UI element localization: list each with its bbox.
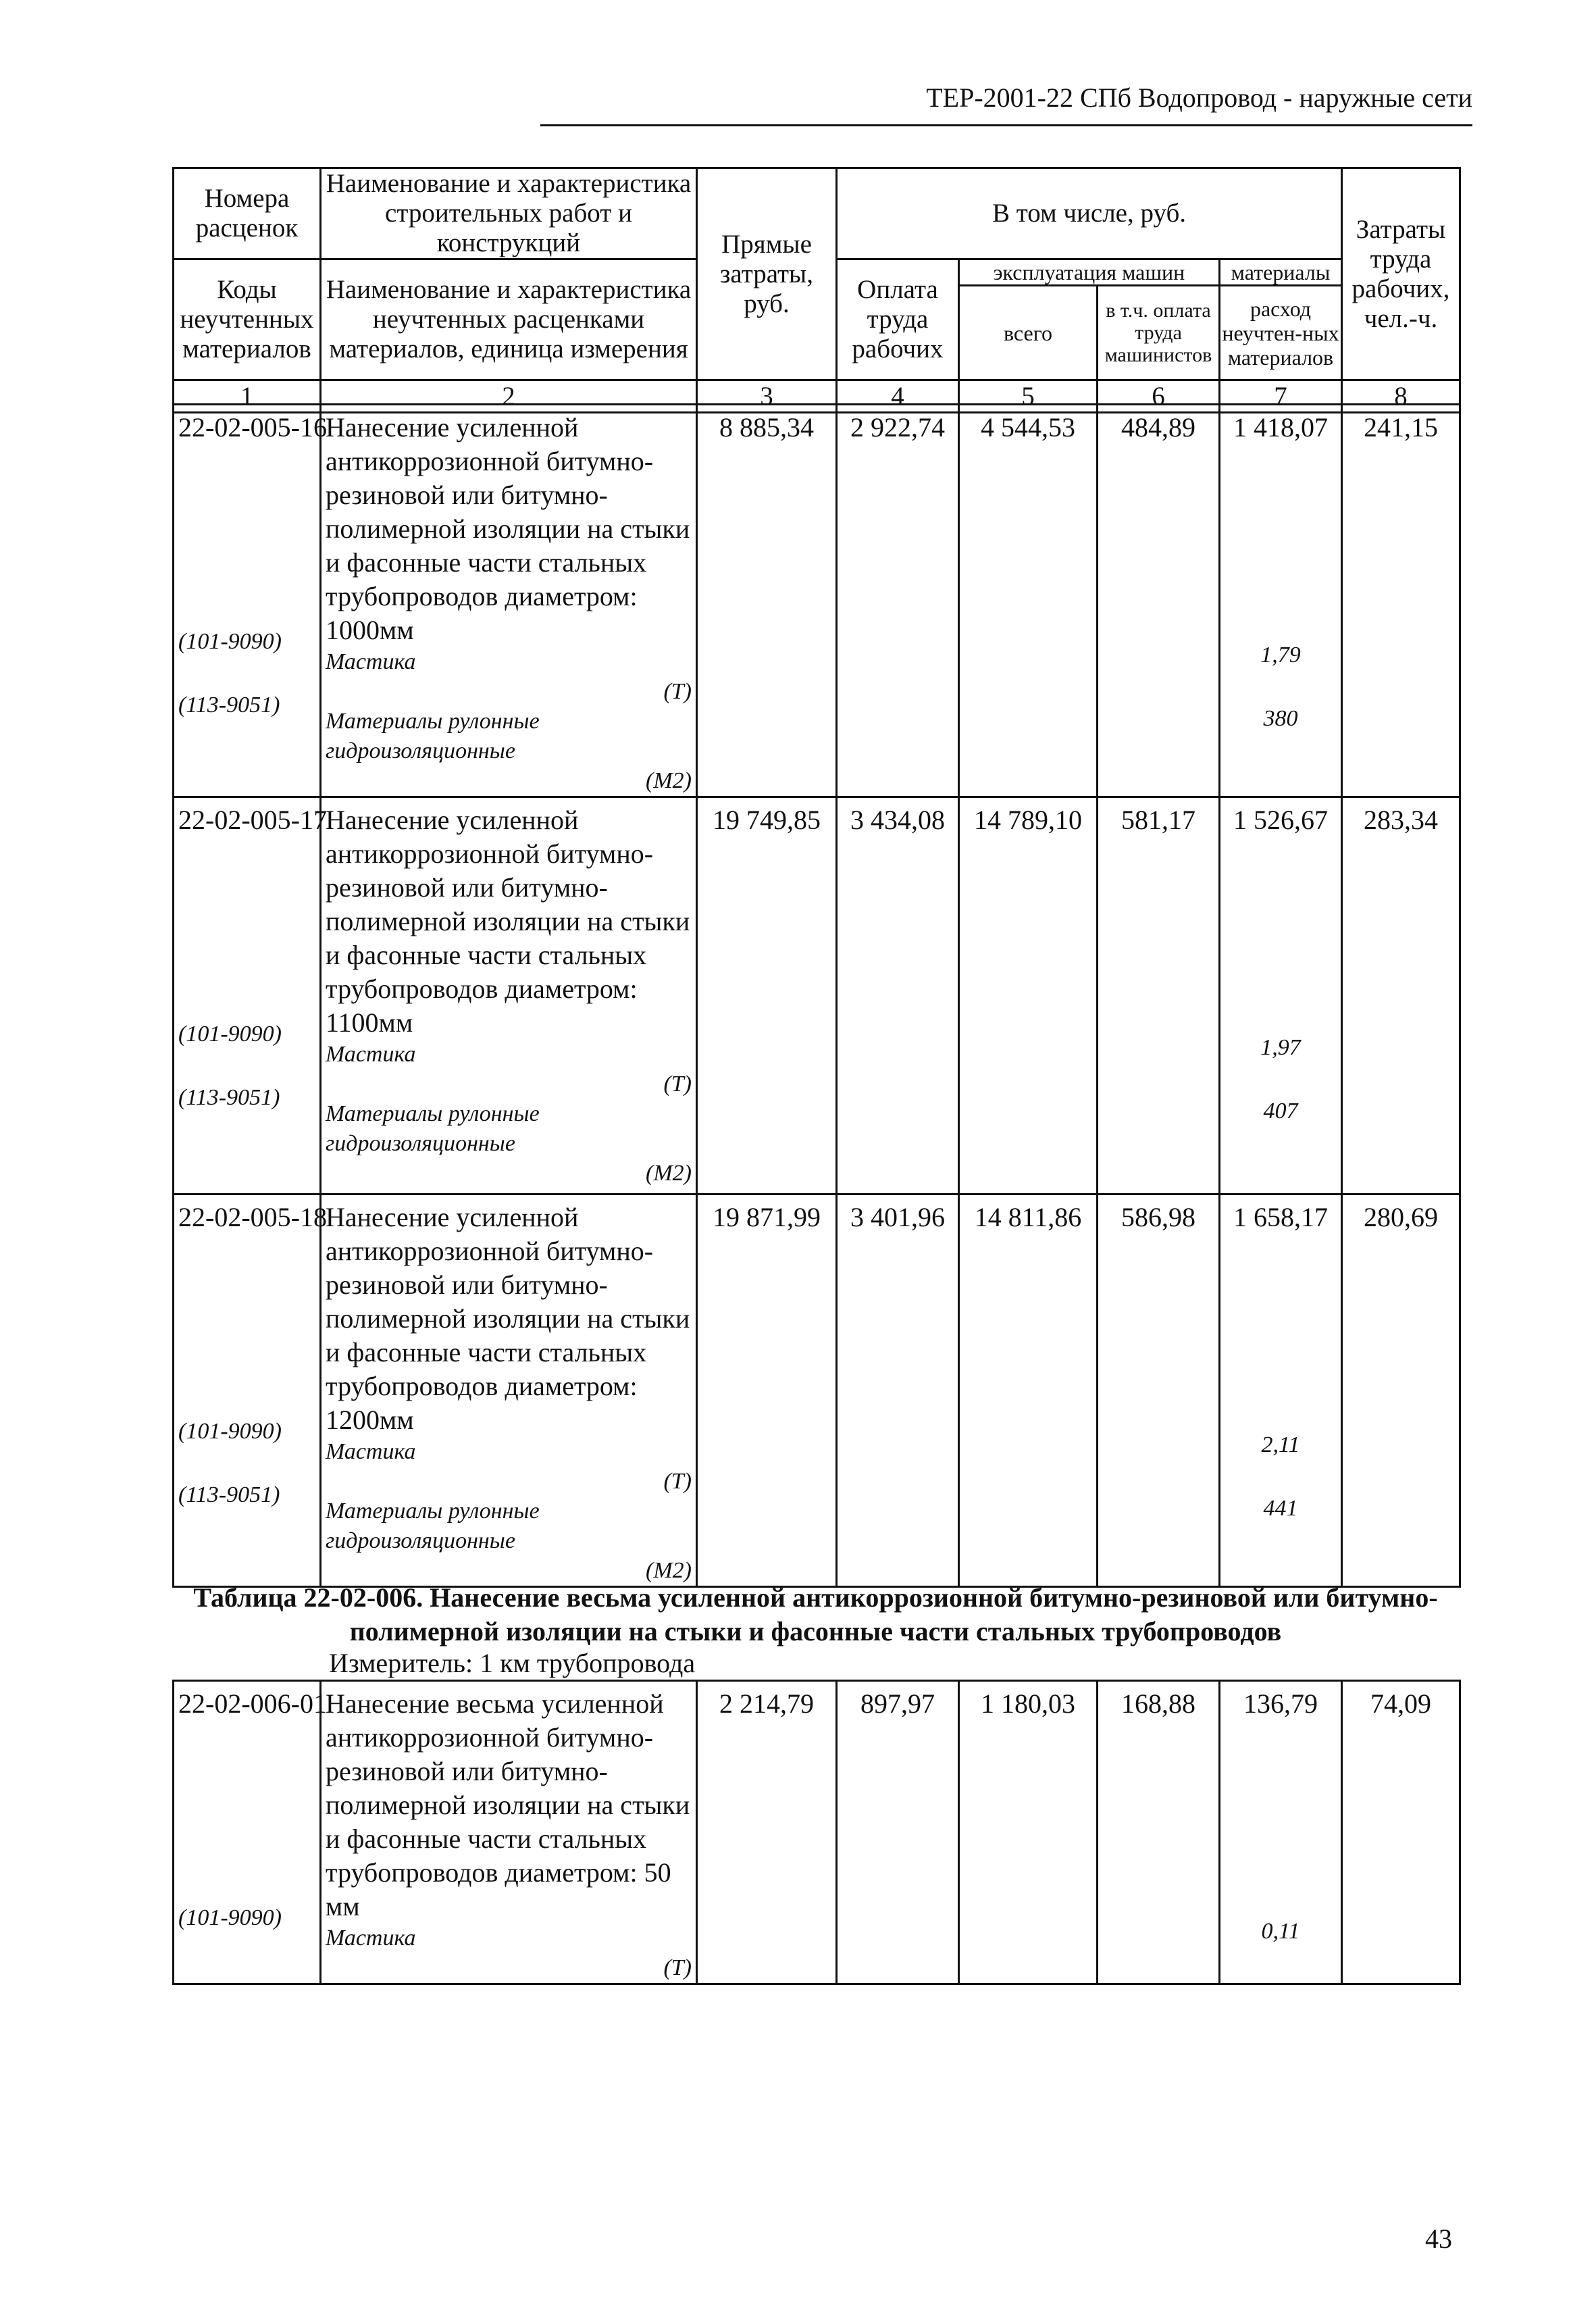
col7-header: расход неучтен-ных материалов — [1220, 286, 1342, 380]
rates-table-006 — [172, 1680, 1461, 1985]
materials-cell — [1220, 1681, 1342, 1984]
header-rule — [540, 124, 1472, 126]
material-name: Материалы рулонные гидроизоляционные — [326, 709, 540, 763]
col-number-6: 6 — [1098, 380, 1220, 413]
col-number-4: 4 — [837, 380, 959, 413]
materials-cell — [1220, 1194, 1342, 1587]
labor-pay: 3 434,08 — [837, 797, 959, 1194]
materials-cost: 1 658,17 — [1233, 1202, 1328, 1232]
col1-header-top: Номера расценок — [174, 168, 321, 259]
rate-name-cell — [321, 405, 697, 797]
material-qty: 380 — [1263, 706, 1298, 731]
material-code: (113-9051) — [178, 1482, 280, 1507]
rate-row — [174, 1681, 1460, 1984]
direct-costs: 8 885,34 — [697, 405, 837, 797]
material-unit: (Т) — [663, 679, 692, 704]
table-caption: Таблица 22-02-006. Нанесение весьма усиленной антикоррозионной битумно-резиновой или битумно-полимерной изоляции на стыки и фасонные части стальных трубопроводов — [193, 1582, 1438, 1646]
col-number-5: 5 — [959, 380, 1098, 413]
labor-hours: 241,15 — [1342, 405, 1460, 797]
col1-header-bottom: Коды неучтенных материалов — [174, 259, 321, 380]
material-unit: (Т) — [663, 1469, 692, 1494]
machines-total: 4 544,53 — [959, 405, 1098, 797]
rate-row — [174, 405, 1460, 797]
materials-cost: 1 526,67 — [1233, 805, 1328, 835]
machines-total: 14 789,10 — [959, 797, 1098, 1194]
machinists-pay: 484,89 — [1098, 405, 1220, 797]
material-code: (101-9090) — [178, 629, 282, 654]
col-number-1: 1 — [174, 380, 321, 413]
col4-header: Оплата труда рабочих — [837, 259, 959, 380]
material-name: Материалы рулонные гидроизоляционные — [326, 1101, 540, 1156]
group-header-incl: В том числе, руб. — [837, 168, 1342, 259]
rate-code: 22-02-005-18 — [178, 1202, 327, 1232]
material-name: Материалы рулонные гидроизоляционные — [326, 1499, 540, 1553]
col8-header: Затраты труда рабочих, чел.-ч. — [1342, 168, 1460, 380]
labor-pay: 3 401,96 — [837, 1194, 959, 1587]
machinists-pay: 586,98 — [1098, 1194, 1220, 1587]
material-code: (113-9051) — [178, 693, 280, 718]
rate-code: 22-02-005-17 — [178, 805, 327, 835]
col-number-7: 7 — [1220, 380, 1342, 413]
rate-code-cell — [174, 405, 327, 797]
direct-costs: 2 214,79 — [697, 1681, 837, 1984]
material-code: (101-9090) — [178, 1905, 282, 1930]
materials-cell — [1220, 405, 1342, 797]
group-header-machines: эксплуатация машин — [959, 259, 1220, 286]
col-number-3: 3 — [697, 380, 837, 413]
col2-header-top: Наименование и характеристика строительных работ и конструкций — [321, 168, 697, 259]
materials-cost: 1 418,07 — [1233, 412, 1328, 443]
material-qty: 2,11 — [1261, 1432, 1300, 1457]
machinists-pay: 581,17 — [1098, 797, 1220, 1194]
machinists-pay: 168,88 — [1098, 1681, 1220, 1984]
direct-costs: 19 871,99 — [697, 1194, 837, 1587]
labor-hours: 74,09 — [1342, 1681, 1460, 1984]
col2-header-bottom: Наименование и характеристика неучтенных расценками материалов, единица измерения — [321, 259, 697, 380]
col-number-2: 2 — [321, 380, 697, 413]
col-number-8: 8 — [1342, 380, 1460, 413]
column-header-table — [172, 167, 1461, 413]
rate-code: 22-02-006-01 — [178, 1688, 327, 1719]
materials-cell — [1220, 797, 1342, 1194]
rate-code-cell — [174, 1194, 327, 1587]
machines-total: 1 180,03 — [959, 1681, 1098, 1984]
material-unit: (М2) — [646, 1161, 692, 1186]
material-qty: 1,79 — [1260, 643, 1301, 668]
material-unit: (М2) — [646, 768, 692, 793]
rate-name: Нанесение усиленной антикоррозионной битумно-резиновой или битумно-полимерной изоляции на стыки и фасонные части стальных трубопроводов диаметром: 1200мм — [326, 1202, 690, 1435]
material-name: Мастика — [326, 1042, 416, 1067]
group-header-materials: материалы — [1220, 259, 1342, 286]
rate-name-cell — [321, 797, 697, 1194]
material-name: Мастика — [326, 1439, 416, 1464]
material-qty: 0,11 — [1261, 1919, 1300, 1944]
labor-hours: 280,69 — [1342, 1194, 1460, 1587]
materials-cost: 136,79 — [1243, 1688, 1318, 1719]
rate-row — [174, 1194, 1460, 1587]
rate-code-cell — [174, 797, 327, 1194]
material-code: (101-9090) — [178, 1419, 282, 1444]
rate-row — [174, 797, 1460, 1194]
rate-code: 22-02-005-16 — [178, 412, 327, 443]
rates-table — [172, 403, 1461, 1588]
material-code: (113-9051) — [178, 1085, 280, 1110]
col6-header: в т.ч. оплата труда машинистов — [1098, 286, 1220, 380]
labor-pay: 2 922,74 — [837, 405, 959, 797]
material-code: (101-9090) — [178, 1022, 282, 1047]
rate-name: Нанесение усиленной антикоррозионной битумно-резиновой или битумно-полимерной изоляции на стыки и фасонные части стальных трубопроводов диаметром: 1000мм — [326, 412, 690, 645]
labor-hours: 283,34 — [1342, 797, 1460, 1194]
machines-total: 14 811,86 — [959, 1194, 1098, 1587]
rate-name: Нанесение усиленной антикоррозионной битумно-резиновой или битумно-полимерной изоляции на стыки и фасонные части стальных трубопроводов диаметром: 1100мм — [326, 805, 690, 1038]
material-name: Мастика — [326, 1926, 416, 1951]
material-name: Мастика — [326, 649, 416, 674]
col5-header: всего — [959, 286, 1098, 380]
page-number: 43 — [1425, 2223, 1452, 2254]
material-unit: (Т) — [663, 1955, 692, 1980]
rate-name-cell — [321, 1194, 697, 1587]
measure-unit: Измеритель: 1 км трубопровода — [329, 1648, 696, 1678]
rate-name-cell — [321, 1681, 697, 1984]
material-qty: 407 — [1263, 1099, 1298, 1124]
rate-name: Нанесение весьма усиленной антикоррозионной битумно-резиновой или битумно-полимерной изоляции на стыки и фасонные части стальных трубопроводов диаметром: 50 мм — [326, 1688, 690, 1921]
material-qty: 441 — [1263, 1496, 1298, 1521]
direct-costs: 19 749,85 — [697, 797, 837, 1194]
material-qty: 1,97 — [1260, 1035, 1301, 1060]
page-header: ТЕР-2001-22 СПб Водопровод - наружные сети — [926, 82, 1472, 113]
material-unit: (Т) — [663, 1072, 692, 1097]
labor-pay: 897,97 — [837, 1681, 959, 1984]
material-unit: (М2) — [646, 1558, 692, 1583]
rate-code-cell — [174, 1681, 327, 1984]
col3-header: Прямые затраты, руб. — [697, 168, 837, 380]
